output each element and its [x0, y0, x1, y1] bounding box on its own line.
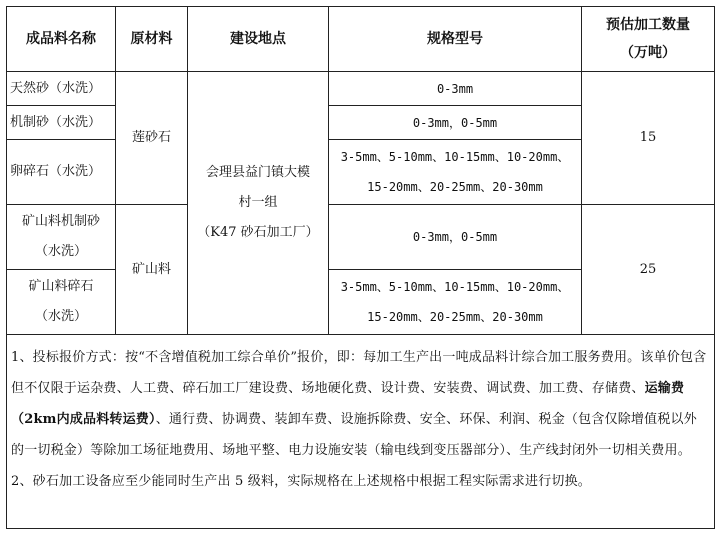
raw-material-cell: 莲砂石: [116, 72, 188, 205]
header-raw-material: 原材料: [116, 7, 188, 72]
spec-cell: 0-3mm: [329, 72, 582, 106]
note-2: 2、砂石加工设备应至少能同时生产出 5 级料，实际规格在上述规格中根据工程实际需求进行切换。: [11, 474, 592, 489]
raw-material-cell: 矿山料: [116, 205, 188, 335]
product-name: 卵碎石（水洗）: [7, 140, 116, 205]
product-line1: 矿山料碎石: [28, 279, 94, 294]
product-name: [7, 270, 116, 335]
quantity-cell: 25: [582, 205, 715, 335]
header-row: [7, 7, 715, 72]
site-line3: （K47 砂石加工厂）: [197, 225, 319, 240]
product-name: 天然砂（水洗）: [7, 72, 116, 106]
header-quantity-line2: （万吨）: [620, 45, 676, 61]
site-cell: [188, 72, 329, 335]
header-quantity-line1: 预估加工数量: [606, 17, 690, 33]
product-name: [7, 205, 116, 270]
table-row: [7, 72, 715, 106]
spec-line1: 3-5mm、5-10mm、10-15mm、10-20mm、: [340, 150, 570, 164]
spec-cell: 0-3mm，0-5mm: [329, 205, 582, 270]
header-product: 成品料名称: [7, 7, 116, 72]
note-1-text: 1、投标报价方式：按“不含增值税加工综合单价”报价，即：每加工生产出一吨成品料计综合加工服务费用。该单价包含但不仅限于运杂费、人工费、碎石加工厂建设费、场地硬化费、设计费、安装费、调试费、加工费、存储费、: [11, 350, 707, 396]
product-line2: （水洗）: [34, 309, 87, 324]
note-1-highlight: 运输费（2km内成品料转运费）: [11, 381, 685, 427]
notes-cell: [7, 335, 715, 529]
spec-line1: 3-5mm、5-10mm、10-15mm、10-20mm、: [340, 280, 570, 294]
spec-cell: 0-3mm，0-5mm: [329, 106, 582, 140]
spec-line2: 15-20mm、20-25mm、20-30mm: [367, 180, 543, 194]
note-1-text-end: 、通行费、协调费、装卸车费、设施拆除费、安全、环保、利润、税金（包含仅除增值税以外的一切税金）等除加工场征地费用、场地平整、电力设施安装（输电线到变压器部分）、生产线封闭外一切相关费用。: [11, 412, 697, 458]
quantity-cell: 15: [582, 72, 715, 205]
notes-row: [7, 335, 715, 529]
spec-line2: 15-20mm、20-25mm、20-30mm: [367, 310, 543, 324]
note-1: [11, 342, 710, 466]
header-spec: 规格型号: [329, 7, 582, 72]
header-quantity: [582, 7, 715, 72]
spec-cell: [329, 270, 582, 335]
table-row: [7, 205, 715, 270]
processing-table: [6, 6, 715, 529]
product-name: 机制砂（水洗）: [7, 106, 116, 140]
product-line1: 矿山料机制砂: [21, 214, 100, 229]
header-site: 建设地点: [188, 7, 329, 72]
site-line2: 村一组: [238, 195, 278, 210]
site-line1: 会理县益门镇大模: [205, 165, 310, 180]
spec-cell: [329, 140, 582, 205]
product-line2: （水洗）: [34, 244, 87, 259]
